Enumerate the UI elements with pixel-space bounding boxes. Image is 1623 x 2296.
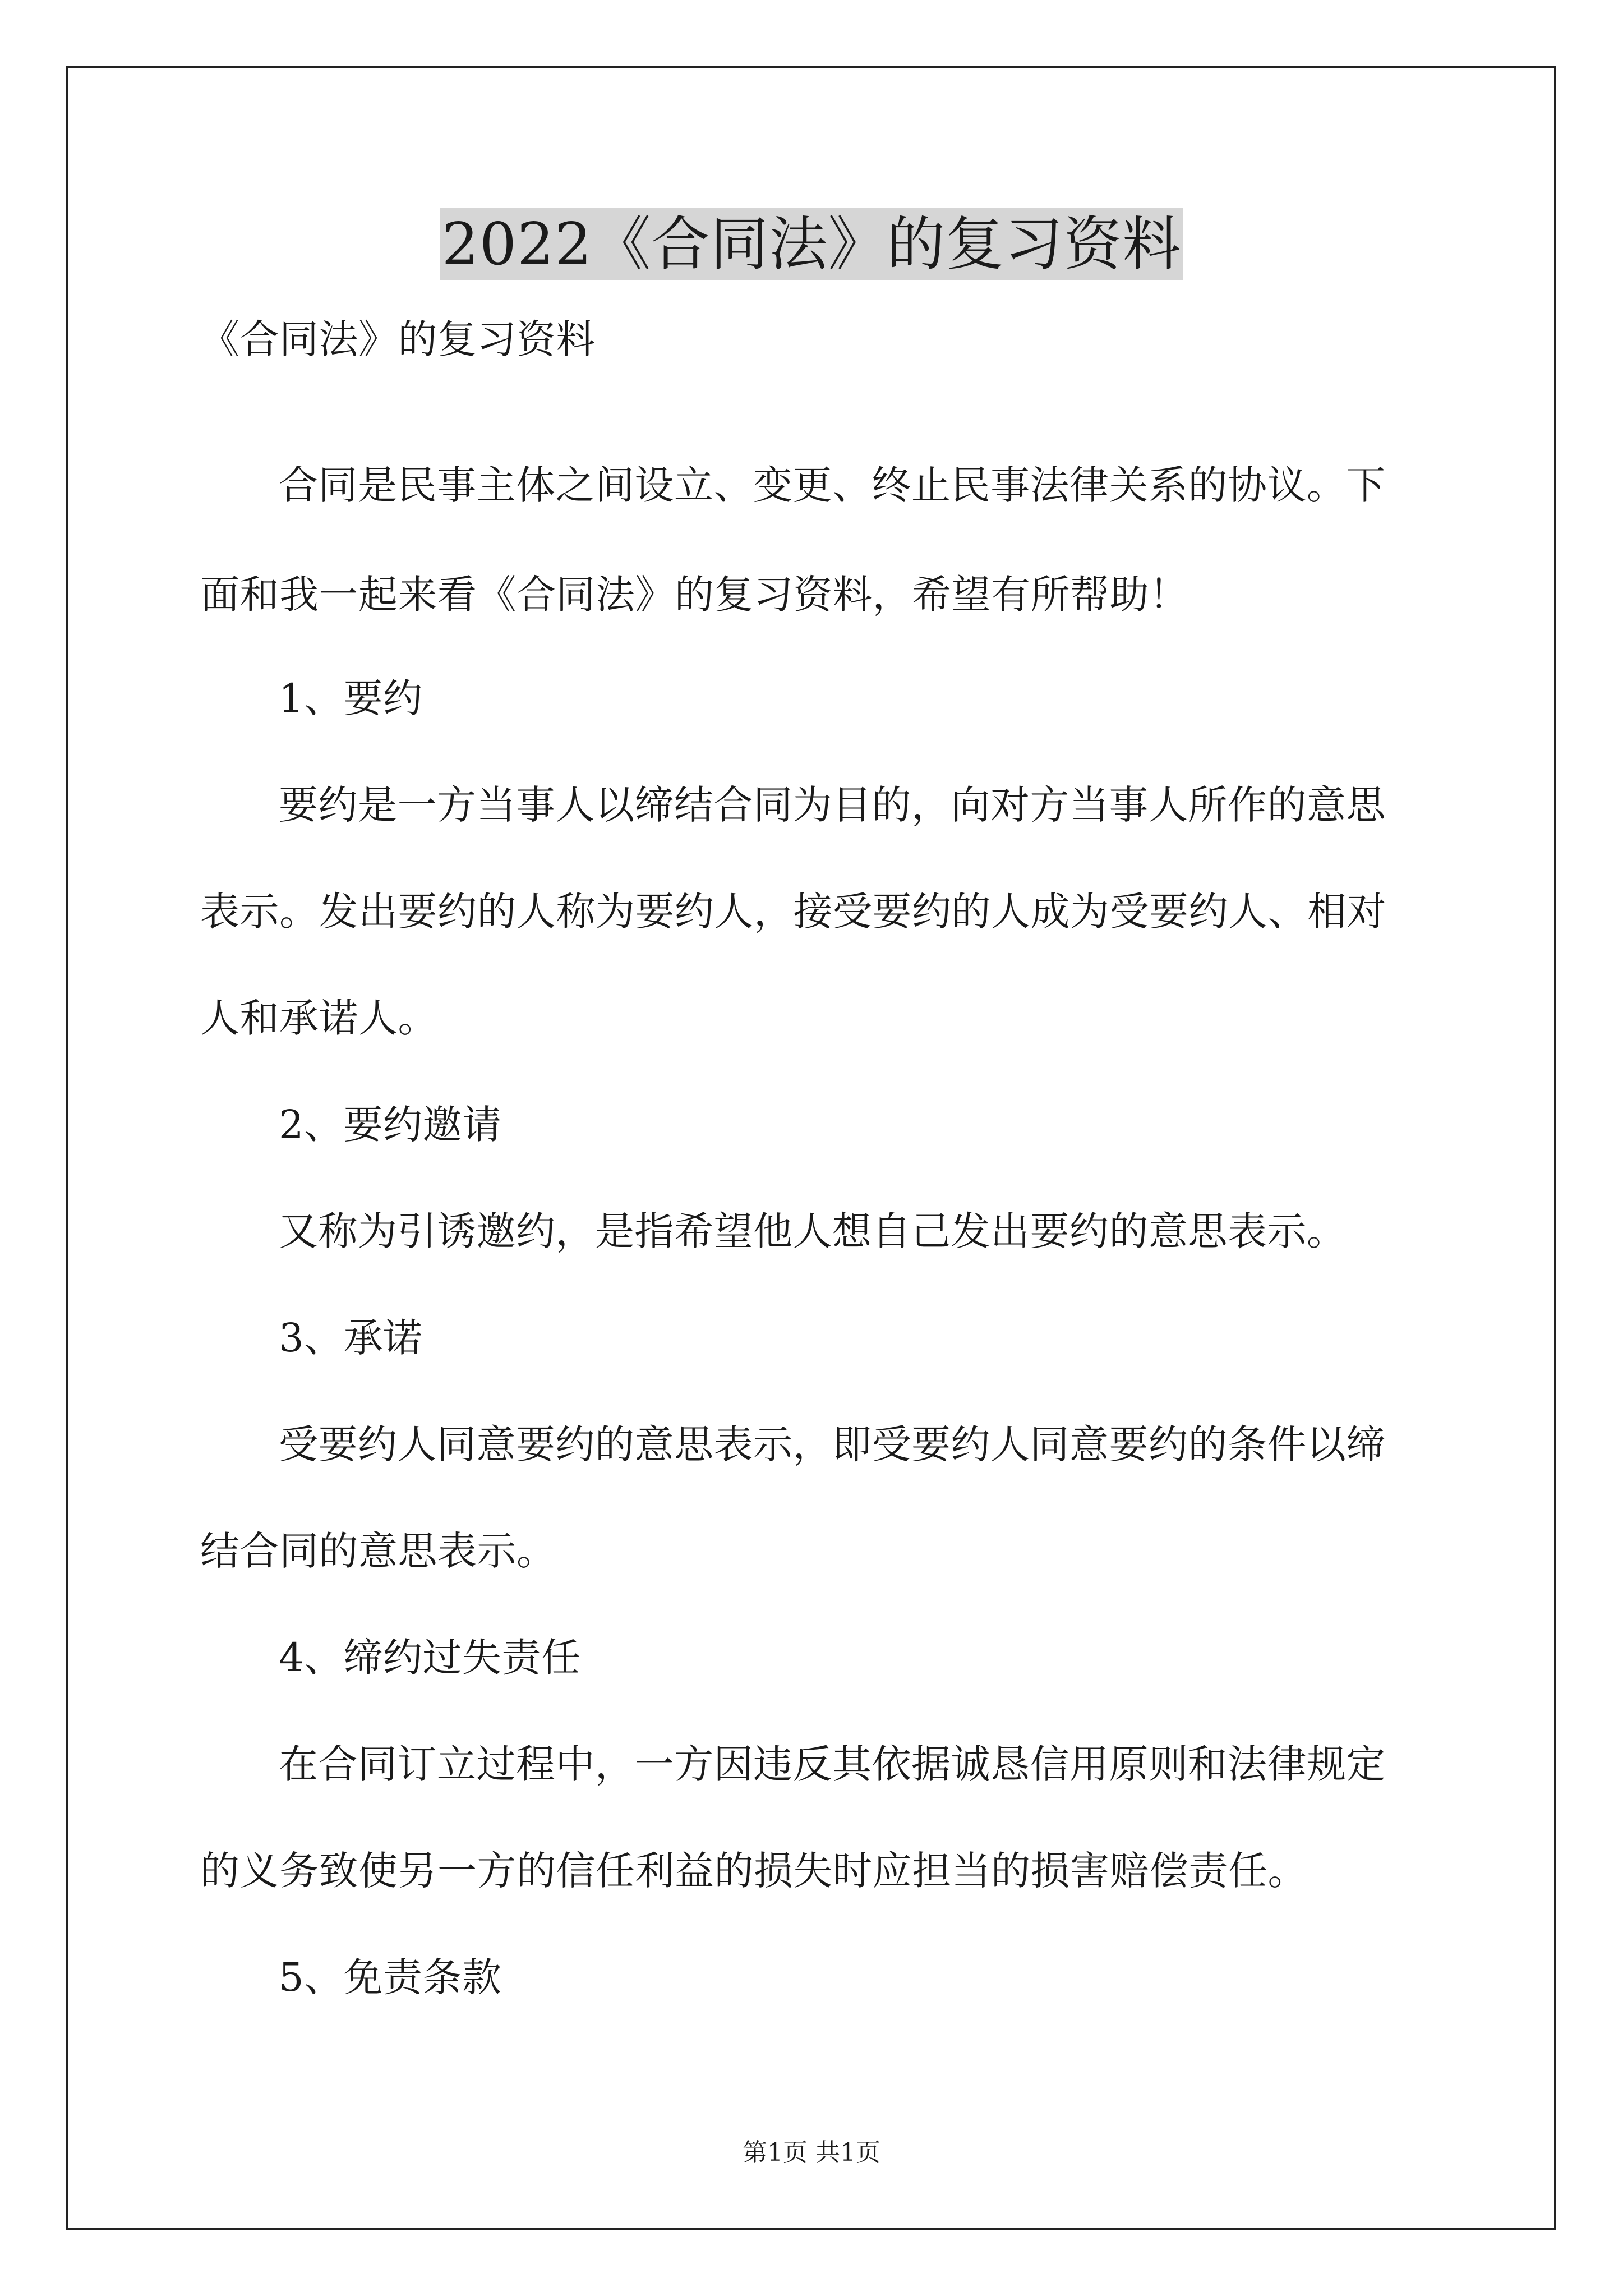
- document-title: 2022《合同法》的复习资料: [440, 208, 1184, 280]
- title-container: [0, 208, 1623, 280]
- paragraph-offer-line-1: 要约是一方当事人以缔结合同为目的，向对方当事人所作的意思: [279, 782, 1386, 828]
- subtitle-line: 《合同法》的复习资料: [200, 316, 596, 362]
- section-heading-acceptance: 3、承诺: [279, 1315, 423, 1361]
- paragraph-culpa-line-2: 的义务致使另一方的信任利益的损失时应担当的损害赔偿责任。: [200, 1848, 1307, 1894]
- paragraph-acceptance-line-2: 结合同的意思表示。: [200, 1528, 556, 1574]
- paragraph-offer-line-2: 表示。发出要约的人称为要约人，接受要约的人成为受要约人、相对: [200, 889, 1386, 935]
- paragraph-culpa-line-1: 在合同订立过程中，一方因违反其依据诚恳信用原则和法律规定: [279, 1741, 1386, 1787]
- section-heading-culpa: 4、缔约过失责任: [279, 1635, 581, 1681]
- section-heading-exemption: 5、免责条款: [279, 1954, 502, 2000]
- page-number-footer: 第1页 共1页: [743, 2138, 880, 2167]
- section-heading-offer: 1、要约: [279, 675, 423, 721]
- paragraph-intro-line-2: 面和我一起来看《合同法》的复习资料，希望有所帮助！: [200, 572, 1189, 618]
- paragraph-invitation-line-1: 又称为引诱邀约，是指希望他人想自己发出要约的意思表示。: [279, 1208, 1347, 1254]
- section-heading-invitation: 2、要约邀请: [279, 1102, 502, 1148]
- page-border: [66, 66, 1556, 2230]
- paragraph-acceptance-line-1: 受要约人同意要约的意思表示，即受要约人同意要约的条件以缔: [279, 1421, 1386, 1467]
- paragraph-intro-line-1: 合同是民事主体之间设立、变更、终止民事法律关系的协议。下: [279, 462, 1386, 508]
- paragraph-offer-line-3: 人和承诺人。: [200, 995, 437, 1041]
